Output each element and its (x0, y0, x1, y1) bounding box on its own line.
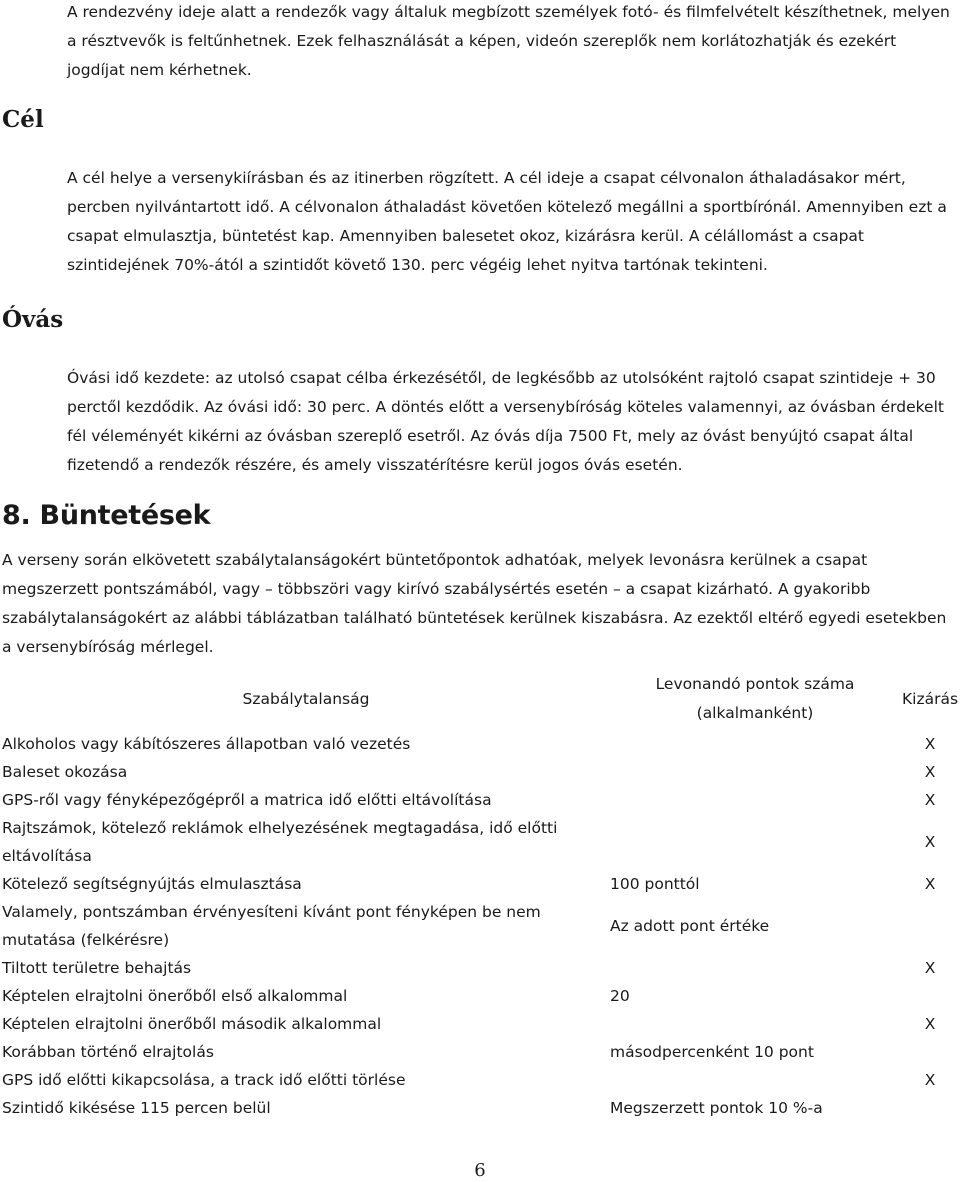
table-row (2, 1010, 960, 1038)
cell-disqualification: X (924, 791, 936, 809)
section-heading-buntetesek: 8. Büntetések (2, 500, 211, 531)
cell-points: másodpercenként 10 pont (610, 1043, 814, 1061)
cell-disqualification (900, 1038, 960, 1066)
table-row (2, 786, 960, 814)
penalty-table (2, 668, 960, 1122)
cell-points (610, 1010, 900, 1038)
cell-disqualification: X (924, 735, 936, 753)
cell-points: 20 (610, 987, 630, 1005)
cell-violation: Korábban történő elrajtolás (2, 1043, 214, 1061)
table-row (2, 730, 960, 758)
header-kizaras: Kizárás (901, 689, 959, 708)
cell-disqualification: X (924, 763, 936, 781)
table-row (2, 814, 960, 870)
ovas-paragraph: Óvási idő kezdete: az utolsó csapat célba érkezésétől, de legkésőbb az utolsóként rajtoló csapat szintideje + 30 perctől kezdődik. Az óvási idő: 30 perc. A döntés előtt a versenybíróság köteles valamennyi, az óvásban érdekelt fél véleményét kikérni az óvásban szereplő esetről. Az óvás díja 7500 Ft, mely az óvást benyújtó csapat által fizetendő a rendezők részére, és amely visszatérítésre kerül jogos óvás esetén. (67, 369, 944, 474)
header-szabalytalansag: Szabálytalanság (242, 689, 370, 708)
table-row (2, 1038, 960, 1066)
cell-violation: Alkoholos vagy kábítószeres állapotban való vezetés (2, 735, 411, 753)
cell-violation: Képtelen elrajtolni önerőből első alkalommal (2, 987, 348, 1005)
cell-points: Az adott pont értéke (610, 917, 770, 935)
cell-violation: Valamely, pontszámban érvényesíteni kívánt pont fényképen be nem mutatása (felkérésre) (2, 903, 541, 949)
buntetesek-paragraph: A verseny során elkövetett szabálytalanságokért büntetőpontok adhatóak, melyek levonásra kerülnek a csapat megszerzett pontszámából, vagy – többszöri vagy kirívó szabálysértés esetén – a csapat kizárható. A gyakoribb szabálytalanságokért az alábbi táblázatban található büntetések kerülnek kiszabásra. Az ezektől eltérő egyedi esetekben a versenybíróság mérlegel. (2, 551, 947, 656)
cell-points (610, 1066, 900, 1094)
cell-violation: GPS-ről vagy fényképezőgépről a matrica idő előtti eltávolítása (2, 791, 492, 809)
cell-points (610, 730, 900, 758)
table-row (2, 870, 960, 898)
cell-disqualification: X (924, 959, 936, 977)
cell-violation: GPS idő előtti kikapcsolása, a track idő előtti törlése (2, 1071, 406, 1089)
cell-violation: Kötelező segítségnyújtás elmulasztása (2, 875, 302, 893)
cell-disqualification (900, 1094, 960, 1122)
cell-disqualification: X (924, 1015, 936, 1033)
cell-disqualification (900, 982, 960, 1010)
table-row (2, 1066, 960, 1094)
table-row (2, 954, 960, 982)
cell-violation: Baleset okozása (2, 763, 128, 781)
table-row (2, 1094, 960, 1122)
table-row (2, 982, 960, 1010)
page-number: 6 (474, 1160, 486, 1181)
section-heading-ovas: Óvás (2, 306, 64, 333)
cell-violation: Képtelen elrajtolni önerőből második alkalommal (2, 1015, 382, 1033)
cell-points: 100 ponttól (610, 875, 700, 893)
table-row (2, 758, 960, 786)
cell-points (610, 786, 900, 814)
table-header-row (2, 668, 960, 730)
header-levonando-pontok: Levonandó pontok száma (alkalmanként) (655, 675, 855, 722)
intro-paragraph: A rendezvény ideje alatt a rendezők vagy általuk megbízott személyek fotó- és filmfelvételt készíthetnek, melyen a résztvevők is feltűnhetnek. Ezek felhasználását a képen, videón szereplők nem korlátozhatják és ezekért jogdíjat nem kérhetnek. (67, 3, 950, 79)
section-heading-cel: Cél (2, 106, 44, 133)
cell-points (610, 758, 900, 786)
cell-disqualification: X (924, 875, 936, 893)
cell-points (610, 954, 900, 982)
cell-disqualification: X (924, 833, 936, 851)
cell-disqualification: X (924, 1071, 936, 1089)
cell-violation: Szintidő kikésése 115 percen belül (2, 1099, 271, 1117)
cell-violation: Tiltott területre behajtás (2, 959, 192, 977)
cell-points: Megszerzett pontok 10 %-a (610, 1099, 823, 1117)
cell-violation: Rajtszámok, kötelező reklámok elhelyezésének megtagadása, idő előtti eltávolítása (2, 819, 558, 865)
cel-paragraph: A cél helye a versenykiírásban és az itinerben rögzített. A cél ideje a csapat célvonalon áthaladásakor mért, percben nyilvántartott idő. A célvonalon áthaladást követően kötelező megállni a sportbírónál. Amennyiben ezt a csapat elmulasztja, büntetést kap. Amennyiben balesetet okoz, kizárásra kerül. A célállomást a csapat szintidejének 70%-ától a szintidőt követő 130. perc végéig lehet nyitva tartónak tekinteni. (67, 169, 947, 274)
cell-disqualification (900, 898, 960, 954)
cell-points (610, 814, 900, 870)
table-row (2, 898, 960, 954)
